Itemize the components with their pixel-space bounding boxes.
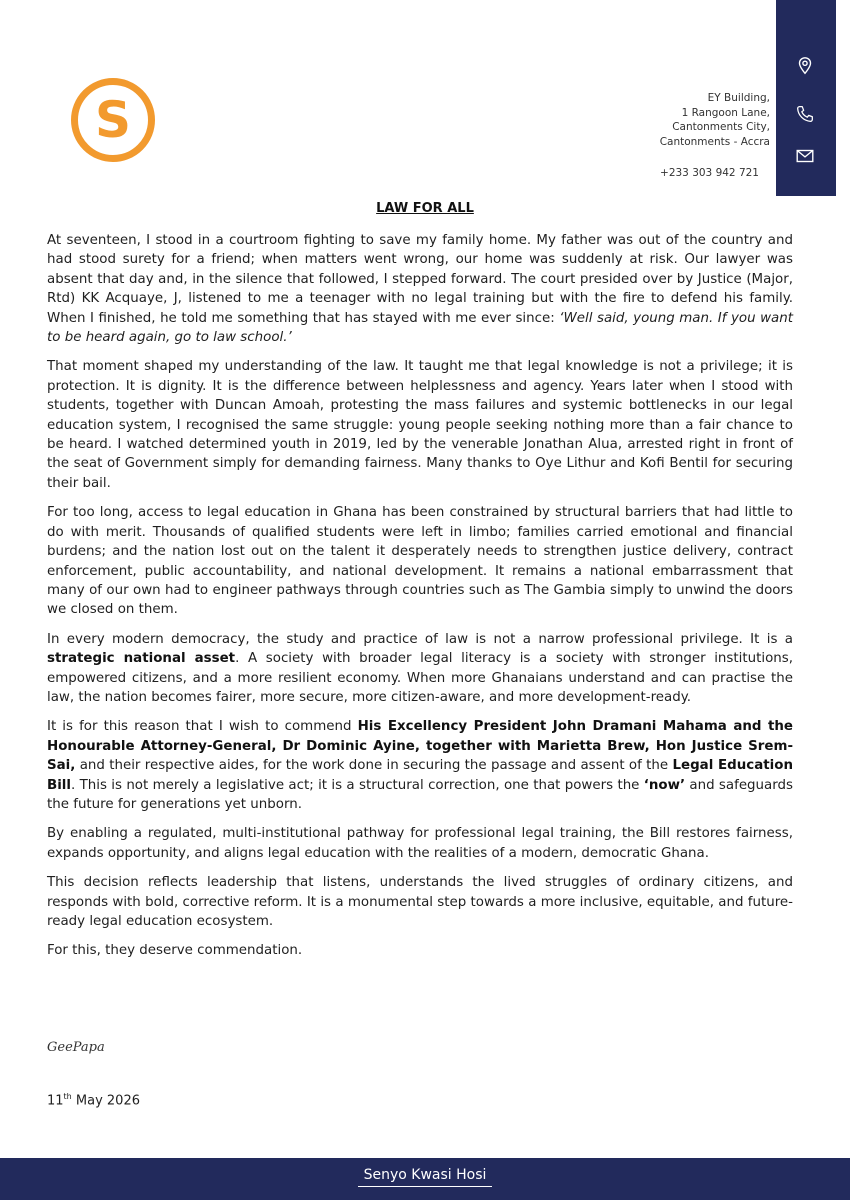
bold-text: ‘now’	[643, 777, 686, 793]
bold-text: His Excellency President John Dramani Mahama and the Honourable Attorney-General, Dr Dominic Ayine, together with Marietta Brew, Hon Justice Srem-Sai,	[47, 719, 793, 774]
phone-number: +233 303 942 721	[660, 167, 759, 179]
body-paragraph	[47, 357, 793, 493]
body-paragraph	[47, 503, 793, 619]
letter-date	[47, 1092, 140, 1108]
paragraph-text: That moment shaped my understanding of the law. It taught me that legal knowledge is not a privilege; it is protection. It is dignity. It is the difference between helplessness and agency. Years later when I stood with students, together with Duncan Amoah, protesting the mass failures and systemic bottlenecks in our legal education system, I recognised the same struggle: young people seeking nothing more than a fair chance to be heard. I watched determined youth in 2019, led by the venerable Jonathan Alua, arrested right in front of the seat of Government simply for demanding fairness. Many thanks to Oye Lithur and Kofi Bentil for securing their bail.	[47, 359, 793, 491]
paragraph-text: By enabling a regulated, multi-institutional pathway for professional legal training, the Bill restores fairness, expands opportunity, and aligns legal education with the realities of a modern, democratic Ghana.	[47, 826, 793, 861]
body-paragraph	[47, 231, 793, 347]
phone-icon	[794, 103, 816, 125]
address-line: 1 Rangoon Lane,	[681, 106, 770, 119]
paragraph-text: It is for this reason that I wish to commend	[47, 719, 358, 735]
paragraph-text: . This is not merely a legislative act; it is a structural correction, one that powers the	[70, 777, 644, 793]
paragraph-text: In every modern democracy, the study and practice of law is not a narrow professional privilege. It is a	[47, 631, 793, 647]
bold-text: Legal Education Bill	[47, 758, 793, 793]
paragraph-text: This decision reflects leadership that listens, understands the lived struggles of ordinary citizens, and responds with bold, corrective reform. It is a monumental step towards a more inclusive, equitable, and future-ready legal education ecosystem.	[47, 875, 793, 929]
italic-quote: ‘Well said, young man. If you want to be heard again, go to law school.’	[47, 310, 793, 346]
handwritten-signature: GeePapa	[47, 1040, 105, 1055]
paragraph-text: and safeguards the future for generations yet unborn.	[47, 777, 793, 812]
paragraph-text: At seventeen, I stood in a courtroom fighting to save my family home. My father was out of the country and had stood surety for a friend; when matters went wrong, our home was suddenly at risk. Our lawyer was absent that day and, in the silence that followed, I stepped forward. The court presided over by Justice (Major, Rtd) KK Acquaye, J, listened to me a teenager with no legal training but with the fire to defend his family. When I finished, he told me something that has stayed with me ever since:	[47, 233, 793, 326]
body-paragraph	[47, 873, 793, 931]
company-logo	[70, 77, 156, 163]
paragraph-text: For too long, access to legal education in Ghana has been constrained by structural barriers that had little to do with merit. Thousands of qualified students were left in limbo; families carried emotional and financial burdens; and the nation lost out on the talent it desperately needs to strengthen justice delivery, contract enforcement, public accountability, and national development. It remains a national embarrassment that many of our own had to engineer pathways through countries such as The Gambia simply to unwind the doors we closed on them.	[47, 505, 793, 618]
date-rest: May 2026	[71, 1093, 140, 1109]
body-paragraph	[47, 824, 793, 863]
address-line: Cantonments - Accra	[659, 135, 770, 148]
paragraph-text: and their respective aides, for the work done in securing the passage and assent of the	[75, 758, 673, 774]
date-suffix: th	[63, 1092, 72, 1101]
footer-author	[0, 1167, 850, 1183]
address-block	[660, 91, 770, 149]
logo-letter: S	[94, 91, 132, 149]
body-paragraph	[47, 630, 793, 708]
location-pin-icon	[794, 55, 816, 77]
document-title: LAW FOR ALL	[376, 201, 474, 216]
paragraph-text: . A society with broader legal literacy is a society with stronger institutions, empowered citizens, and a more resilient economy. When more Ghanaians understand and can practise the law, the nation becomes fairer, more secure, more citizen-aware, and more development-ready.	[47, 651, 793, 705]
bold-text: strategic national asset	[47, 651, 236, 667]
letter-body	[47, 231, 793, 971]
contact-side-bar	[776, 0, 836, 196]
date-day: 11	[47, 1093, 64, 1109]
address-line: EY Building,	[707, 92, 770, 104]
body-paragraph	[47, 941, 793, 960]
address-line: Cantonments City,	[672, 121, 770, 133]
body-paragraph	[47, 717, 793, 814]
author-name: Senyo Kwasi Hosi	[358, 1167, 493, 1187]
paragraph-text: For this, they deserve commendation.	[47, 943, 303, 959]
mail-icon	[794, 145, 816, 167]
